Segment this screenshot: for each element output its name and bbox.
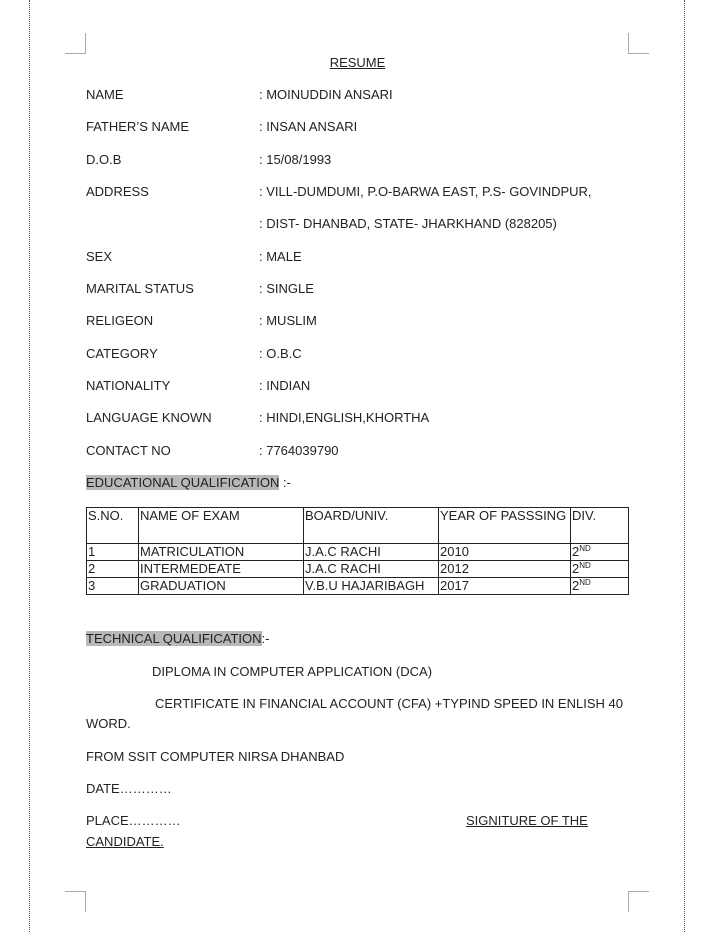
education-table <box>86 507 629 595</box>
sno-cell: 1 <box>87 544 139 561</box>
sex-label: SEX <box>86 249 113 264</box>
education-heading: EDUCATIONAL QUALIFICATION <box>86 475 280 490</box>
margin-mark-bottom-left <box>65 891 86 912</box>
margin-mark-top-left <box>65 33 86 54</box>
contact-value: : 7764039790 <box>259 443 339 458</box>
div-cell <box>571 578 629 595</box>
margin-mark-top-right <box>628 33 649 54</box>
exam-cell: INTERMEDEATE <box>139 561 304 578</box>
div-value: 2 <box>572 561 580 576</box>
place-line: PLACE………… <box>86 813 181 828</box>
dob-value: : 15/08/1993 <box>259 152 332 167</box>
column-header: BOARD/UNIV. <box>304 508 439 544</box>
div-superscript: ND <box>579 578 591 587</box>
year-cell: 2010 <box>439 544 571 561</box>
signature-line-2: CANDIDATE. <box>86 834 164 849</box>
name-label: NAME <box>86 87 124 102</box>
year-cell: 2017 <box>439 578 571 595</box>
language-label: LANGUAGE KNOWN <box>86 410 212 425</box>
column-header: DIV. <box>571 508 629 544</box>
board-cell: V.B.U HAJARIBAGH <box>304 578 439 595</box>
sex-value: : MALE <box>259 249 302 264</box>
div-superscript: ND <box>579 544 591 553</box>
address-line-1: : VILL-DUMDUMI, P.O-BARWA EAST, P.S- GOVINDPUR, <box>259 184 592 199</box>
religion-value: : MUSLIM <box>259 313 317 328</box>
column-header: S.NO. <box>87 508 139 544</box>
technical-heading-suffix: :- <box>261 631 270 646</box>
certificate-line-1: CERTIFICATE IN FINANCIAL ACCOUNT (CFA) +TYPIND SPEED IN ENLISH 40 <box>155 696 623 711</box>
category-value: : O.B.C <box>259 346 302 361</box>
resume-title: RESUME <box>329 55 386 70</box>
div-cell <box>571 544 629 561</box>
certificate-line-2: WORD. <box>86 716 131 731</box>
exam-cell: GRADUATION <box>139 578 304 595</box>
contact-label: CONTACT NO <box>86 443 171 458</box>
marital-status-value: : SINGLE <box>259 281 314 296</box>
sno-cell: 2 <box>87 561 139 578</box>
category-label: CATEGORY <box>86 346 158 361</box>
table-header-row <box>87 508 629 544</box>
div-value: 2 <box>572 544 580 559</box>
div-value: 2 <box>572 578 580 593</box>
column-header: NAME OF EXAM <box>139 508 304 544</box>
page-left-edge <box>29 0 30 932</box>
date-line: DATE………… <box>86 781 172 796</box>
year-cell: 2012 <box>439 561 571 578</box>
div-superscript: ND <box>579 561 591 570</box>
signature-line-1: SIGNITURE OF THE <box>466 813 588 828</box>
diploma-line: DIPLOMA IN COMPUTER APPLICATION (DCA) <box>152 664 433 679</box>
board-cell: J.A.C RACHI <box>304 544 439 561</box>
institute-line: FROM SSIT COMPUTER NIRSA DHANBAD <box>86 749 345 764</box>
margin-mark-bottom-right <box>628 891 649 912</box>
board-cell: J.A.C RACHI <box>304 561 439 578</box>
nationality-value: : INDIAN <box>259 378 311 393</box>
table-row <box>87 578 629 595</box>
father-name-label: FATHER’S NAME <box>86 119 190 134</box>
address-line-2: : DIST- DHANBAD, STATE- JHARKHAND (828205) <box>259 216 557 231</box>
address-label: ADDRESS <box>86 184 149 199</box>
sno-cell: 3 <box>87 578 139 595</box>
table-row <box>87 561 629 578</box>
name-value: : MOINUDDIN ANSARI <box>259 87 393 102</box>
column-header: YEAR OF PASSSING <box>439 508 571 544</box>
language-value: : HINDI,ENGLISH,KHORTHA <box>259 410 430 425</box>
marital-status-label: MARITAL STATUS <box>86 281 194 296</box>
table-row <box>87 544 629 561</box>
education-heading-suffix: :- <box>279 475 291 490</box>
technical-heading: TECHNICAL QUALIFICATION <box>86 631 262 646</box>
page-right-edge <box>684 0 685 932</box>
nationality-label: NATIONALITY <box>86 378 171 393</box>
father-name-value: : INSAN ANSARI <box>259 119 358 134</box>
technical-heading-row <box>86 631 269 646</box>
education-heading-row <box>86 475 291 490</box>
exam-cell: MATRICULATION <box>139 544 304 561</box>
religion-label: RELIGEON <box>86 313 154 328</box>
div-cell <box>571 561 629 578</box>
dob-label: D.O.B <box>86 152 122 167</box>
